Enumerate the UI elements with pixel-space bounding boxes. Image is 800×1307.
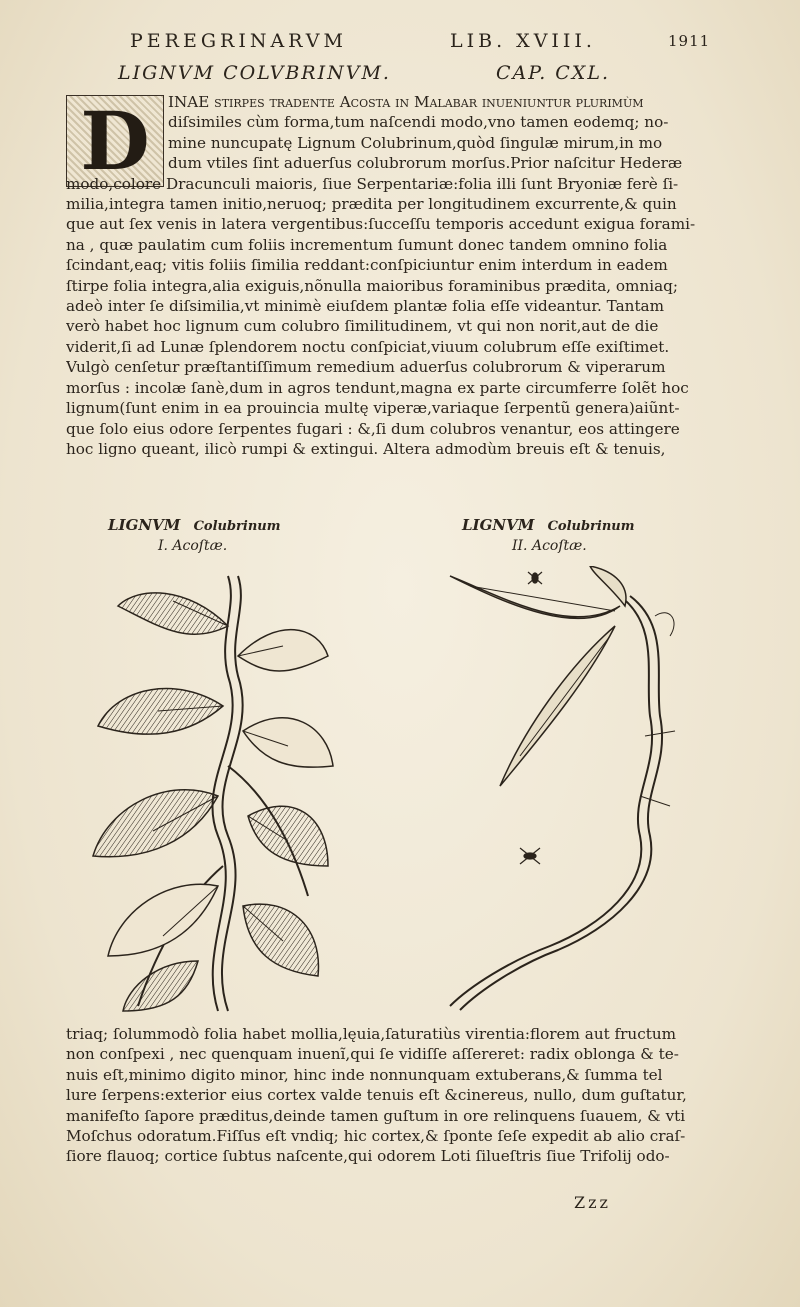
- text-line: viderit,ſi ad Lunæ ſplendorem noctu conſpiciat,viuum colubrum eſſe exiſtimet.: [66, 337, 670, 356]
- text-line: triaq; ſolummodò folia habet mollia,lęuia,ſaturatiùs virentia:florem aut fructum: [66, 1025, 676, 1043]
- paragraph-top: [66, 92, 706, 459]
- text-line: ſtirpe folia integra,alia exiguis,nõnulla maioribus foraminibus prædita, omniaq;: [66, 276, 678, 295]
- text-line: modo,colore Dracunculi maioris, ſiue Serpentariæ:folia illi ſunt Bryoniæ ferè ſi-: [66, 174, 679, 193]
- text-line: manifeſto ſapore præditus,deinde tamen guſtum in ore relinquens ſuauem, & vti: [66, 1106, 686, 1125]
- figure-2-caption-name: Colubrinum: [547, 519, 635, 534]
- text-line: que aut ſex venis in latera vergentibus:ſucceſſu temporis accedunt exigua forami-: [66, 215, 696, 234]
- text-line: ſiore flauoq; cortice ſubtus naſcente,qui odorem Loti ſilueſtris ſiue Trifolij odo-: [66, 1147, 670, 1166]
- text-line: non conſpexi , nec quenquam inuenĩ,qui ſe vidiſſe aſſereret: radix oblonga & te-: [66, 1045, 679, 1064]
- text-line: lignum(ſunt enim in ea prouincia multę viperæ,variaque ſerpentũ genera)aiũnt-: [66, 399, 680, 418]
- figure-1-caption-sub: I. Acoſtæ.: [158, 538, 228, 554]
- paragraph-bottom: [66, 1024, 706, 1167]
- initial-letter: D: [80, 94, 150, 188]
- figure-2-woodcut: [430, 566, 700, 1016]
- text-line: adeò inter ſe diſsimilia,vt minimè eiuſdem plantæ folia eſſe videantur. Tantam: [66, 297, 664, 316]
- root-illustration: [430, 566, 700, 1016]
- text-line: Moſchus odoratum.Fiſſus eſt vndiq; hic cortex,& ſponte ſeſe expedit ab alio craſ-: [66, 1127, 686, 1146]
- chapter-title: LIGNVM COLVBRINVM.: [118, 62, 391, 84]
- figure-2-caption: [462, 516, 635, 554]
- text-line: diſsimiles cùm forma,tum naſcendi modo,vno tamen eodemq; no-: [168, 113, 669, 132]
- chapter-heading: [118, 62, 678, 88]
- text-line: INAE ſtirpes tradente Acoſta in Malabar inueniuntur plurimùm: [168, 93, 644, 111]
- page-number: 1911: [668, 32, 711, 50]
- text-line: mine nuncupatę Lignum Colubrinum,quòd ſingulæ mirum,in mo: [168, 133, 663, 152]
- signature-mark: Zzz: [574, 1193, 611, 1212]
- text-line: lure ſerpens:exterior eius cortex valde tenuis eſt &cinereus, nullo, dum guſtatur,: [66, 1086, 687, 1105]
- running-head-title: PEREGRINARVM: [130, 30, 347, 52]
- text-line: nuis eſt,minimo digito minor, hinc inde nonnunquam extuberans,& ſumma tel: [66, 1065, 663, 1084]
- figure-1-caption-title: LIGNVM: [108, 516, 181, 534]
- text-line: milia,integra tamen initio,neruoq; prædita per longitudinem excurrente,& quin: [66, 195, 677, 214]
- figure-2-caption-sub: II. Acoſtæ.: [512, 538, 587, 554]
- text-line: morſus : incolæ ſanè,dum in agros tendunt,magna ex parte circumferre ſolẽt hoc: [66, 378, 689, 397]
- figure-1-caption: [108, 516, 281, 554]
- text-line: na , quæ paulatim cum foliis incrementum ſumunt donec tandem omnino folia: [66, 235, 668, 254]
- text-line: dum vtiles ſint aduerſus colubrorum morſus.Prior naſcitur Hederæ: [168, 154, 683, 173]
- running-head: [130, 30, 730, 56]
- text-line: ſcindant,eaq; vitis foliis ſimilia reddant:conſpiciuntur enim interdum in eadem: [66, 256, 668, 275]
- figure-2-caption-title: LIGNVM: [462, 516, 535, 534]
- text-line: hoc ligno queant, ilicò rumpi & extingui. Altera admodùm breuis eſt & tenuis,: [66, 439, 666, 458]
- running-head-book: LIB. XVIII.: [450, 30, 596, 52]
- vine-illustration: [78, 566, 338, 1016]
- chapter-number: CAP. CXL.: [496, 62, 610, 84]
- text-line: verò habet hoc lignum cum colubro ſimilitudinem, vt qui non norit,aut de die: [66, 317, 659, 336]
- figure-1-caption-name: Colubrinum: [193, 519, 281, 534]
- text-line: que ſolo eius odore ſerpentes fugari : &,ſi dum colubros venantur, eos attingere: [66, 419, 680, 438]
- text-line: Vulgò cenſetur præſtantiſſimum remedium aduerſus colubrorum & viperarum: [66, 358, 666, 377]
- figure-1-woodcut: [78, 566, 338, 1016]
